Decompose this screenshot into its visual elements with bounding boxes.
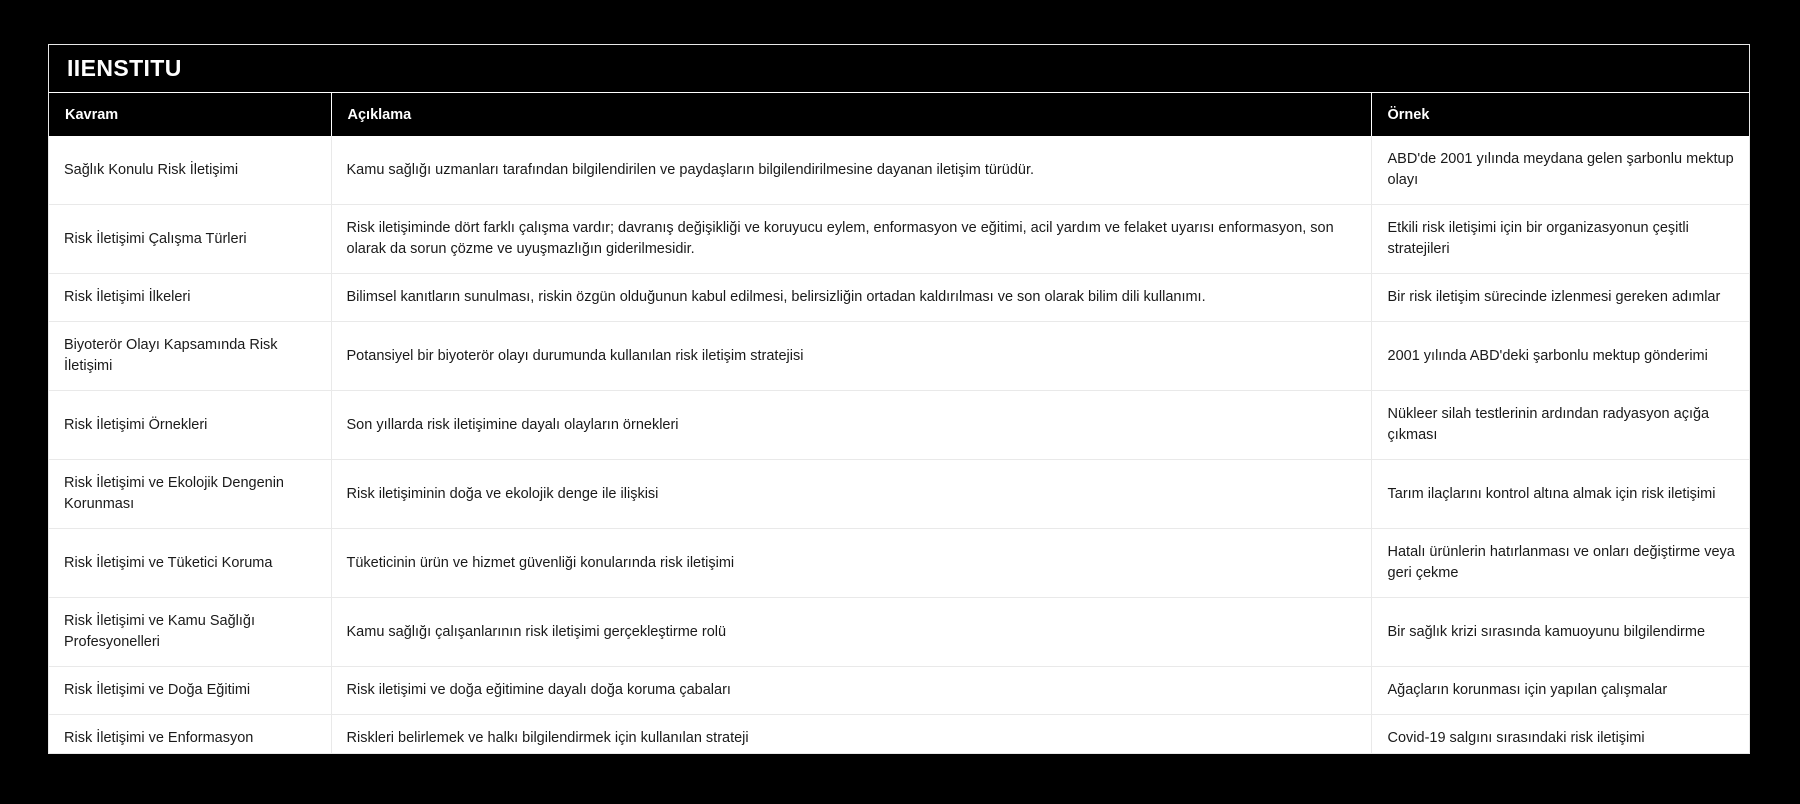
table-header: [49, 93, 1750, 136]
table-body: [49, 136, 1750, 754]
column-header-kavram: Kavram: [49, 93, 331, 136]
table-row: [49, 274, 1750, 322]
table-card: [48, 44, 1750, 754]
cell-ornek: Tarım ilaçlarını kontrol altına almak için risk iletişimi: [1371, 460, 1750, 529]
table-row: [49, 391, 1750, 460]
cell-kavram: Biyoterör Olayı Kapsamında Risk İletişimi: [49, 322, 331, 391]
concepts-table: [49, 93, 1750, 754]
cell-kavram: Risk İletişimi İlkeleri: [49, 274, 331, 322]
cell-ornek: Nükleer silah testlerinin ardından radyasyon açığa çıkması: [1371, 391, 1750, 460]
table-row: [49, 667, 1750, 715]
cell-aciklama: Son yıllarda risk iletişimine dayalı olayların örnekleri: [331, 391, 1371, 460]
cell-ornek: ABD'de 2001 yılında meydana gelen şarbonlu mektup olayı: [1371, 136, 1750, 205]
cell-ornek: Covid-19 salgını sırasındaki risk iletişimi: [1371, 715, 1750, 754]
cell-kavram: Risk İletişimi Çalışma Türleri: [49, 205, 331, 274]
table-row: [49, 460, 1750, 529]
cell-aciklama: Potansiyel bir biyoterör olayı durumunda kullanılan risk iletişim stratejisi: [331, 322, 1371, 391]
cell-ornek: Bir sağlık krizi sırasında kamuoyunu bilgilendirme: [1371, 598, 1750, 667]
table-row: [49, 598, 1750, 667]
cell-ornek: Ağaçların korunması için yapılan çalışmalar: [1371, 667, 1750, 715]
cell-ornek: Etkili risk iletişimi için bir organizasyonun çeşitli stratejileri: [1371, 205, 1750, 274]
cell-kavram: Risk İletişimi ve Kamu Sağlığı Profesyonelleri: [49, 598, 331, 667]
cell-aciklama: Tüketicinin ürün ve hizmet güvenliği konularında risk iletişimi: [331, 529, 1371, 598]
cell-ornek: Bir risk iletişim sürecinde izlenmesi gereken adımlar: [1371, 274, 1750, 322]
table-row: [49, 322, 1750, 391]
cell-aciklama: Risk iletişiminin doğa ve ekolojik denge ile ilişkisi: [331, 460, 1371, 529]
cell-kavram: Risk İletişimi Örnekleri: [49, 391, 331, 460]
cell-kavram: Sağlık Konulu Risk İletişimi: [49, 136, 331, 205]
cell-ornek: 2001 yılında ABD'deki şarbonlu mektup gönderimi: [1371, 322, 1750, 391]
cell-kavram: Risk İletişimi ve Tüketici Koruma: [49, 529, 331, 598]
brand-bar: [49, 45, 1749, 93]
table-row: [49, 136, 1750, 205]
cell-aciklama: Riskleri belirlemek ve halkı bilgilendirmek için kullanılan strateji: [331, 715, 1371, 754]
cell-aciklama: Kamu sağlığı uzmanları tarafından bilgilendirilen ve paydaşların bilgilendirilmesine dayanan iletişim türüdür.: [331, 136, 1371, 205]
cell-aciklama: Risk iletişimi ve doğa eğitimine dayalı doğa koruma çabaları: [331, 667, 1371, 715]
table-header-row: [49, 93, 1750, 136]
cell-aciklama: Kamu sağlığı çalışanlarının risk iletişimi gerçekleştirme rolü: [331, 598, 1371, 667]
cell-aciklama: Risk iletişiminde dört farklı çalışma vardır; davranış değişikliği ve koruyucu eylem, enformasyon ve eğitimi, acil yardım ve felaket uyarısı enformasyon, son olarak da sorun çözme ve uyuşmazlığın giderilmesidir.: [331, 205, 1371, 274]
table-row: [49, 529, 1750, 598]
cell-kavram: Risk İletişimi ve Ekolojik Dengenin Korunması: [49, 460, 331, 529]
table-row: [49, 205, 1750, 274]
column-header-ornek: Örnek: [1371, 93, 1750, 136]
column-header-aciklama: Açıklama: [331, 93, 1371, 136]
cell-ornek: Hatalı ürünlerin hatırlanması ve onları değiştirme veya geri çekme: [1371, 529, 1750, 598]
brand-title: IIENSTITU: [67, 55, 182, 81]
table-row: [49, 715, 1750, 754]
cell-kavram: Risk İletişimi ve Enformasyon: [49, 715, 331, 754]
cell-kavram: Risk İletişimi ve Doğa Eğitimi: [49, 667, 331, 715]
cell-aciklama: Bilimsel kanıtların sunulması, riskin özgün olduğunun kabul edilmesi, belirsizliğin ortadan kaldırılması ve son olarak bilim dili kullanımı.: [331, 274, 1371, 322]
